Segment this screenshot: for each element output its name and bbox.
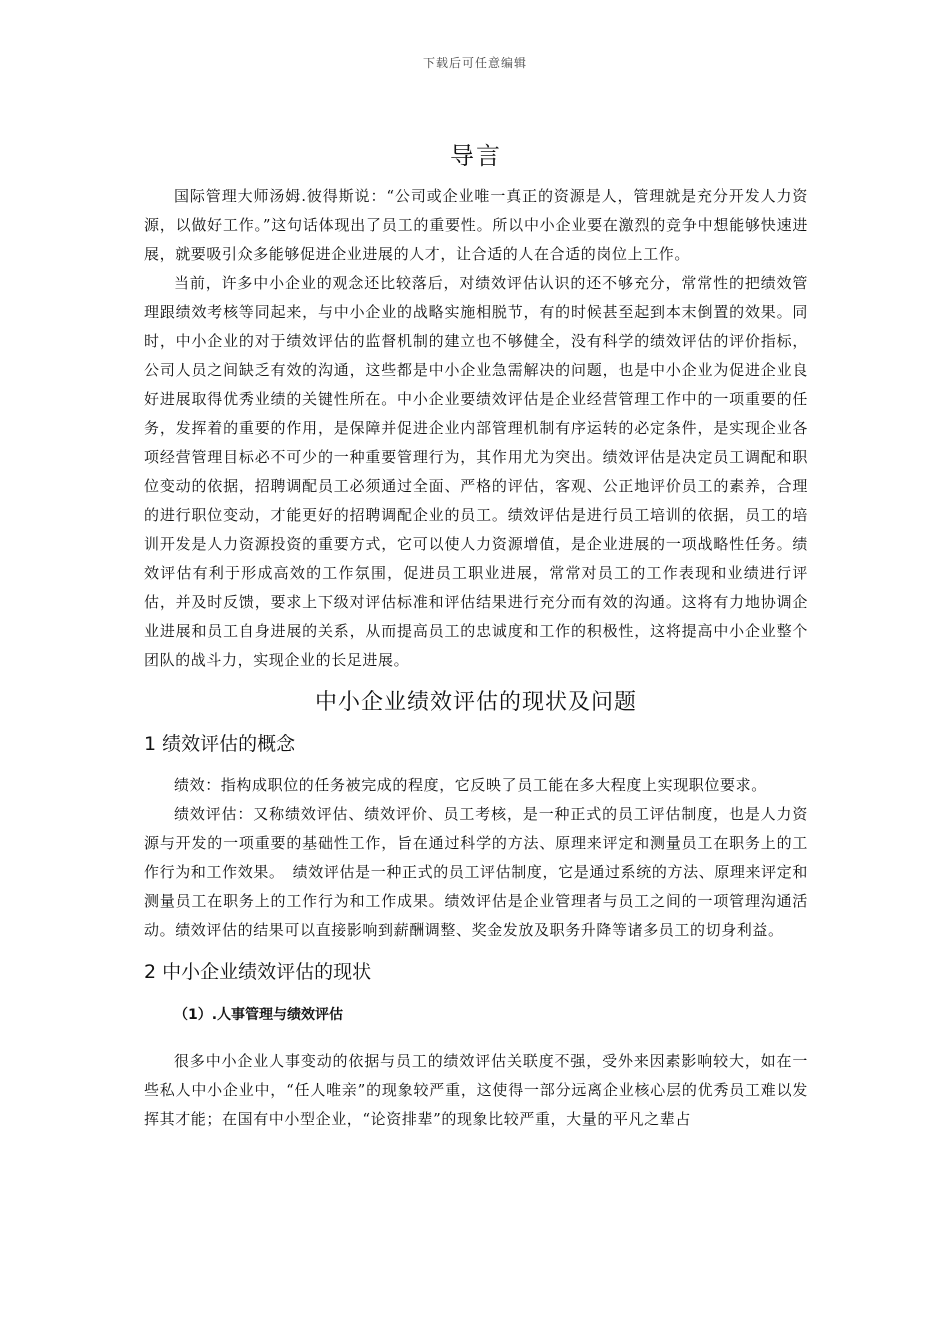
header-note: 下载后可任意编辑 [422,56,527,70]
subsection-1-paragraph-1: 绩效：指构成职位的任务被完成的程度，它反映了员工能在多大程度上实现职位要求。 [174,776,767,794]
intro-paragraph-2: 当前，许多中小企业的观念还比较落后，对绩效评估认识的还不够充分，常常性的把绩效管理跟绩效考核等同起来，与中小企业的战略实施相脱节，有的时候甚至起到本末倒置的效果。同时，中小企业的对于绩效评估的监督机制的建立也不够健全，没有科学的绩效评估的评价指标，公司人员之间缺乏有效的沟通，这些都是中小企业急需解决的问题，也是中小企业为促进企业良好进展取得优秀业绩的关键性所在。中小企业要绩效评估是企业经营管理工作中的一项重要的任务，发挥着的重要的作用，是保障并促进企业内部管理机制有序运转的必定条件，是实现企业各项经营管理目标必不可少的一种重要管理行为，其作用尤为突出。绩效评估是决定员工调配和职位变动的依据，招聘调配员工必须通过全面、严格的评估，客观、公正地评价员工的素养，合理的进行职位变动，才能更好的招聘调配企业的员工。绩效评估是进行员工培训的依据，员工的培训开发是人力资源投资的重要方式，它可以使人力资源增值，是企业进展的一项战略性任务。绩效评估有利于形成高效的工作氛围，促进员工职业进展，常常对员工的工作表现和业绩进行评估，并及时反馈，要求上下级对评估标准和评估结果进行充分而有效的沟通。这将有力地协调企业进展和员工自身进展的关系，从而提高员工的忠诚度和工作的积极性，这将提高中小企业整个团队的战斗力，实现企业的长足进展。 [144,274,808,669]
intro-title: 导言 [450,142,502,170]
subsection-2-heading: 2 中小企业绩效评估的现状 [144,961,372,983]
intro-paragraph-1: 国际管理大师汤姆.彼得斯说：“公司或企业唯一真正的资源是人，管理就是充分开发人力资源，以做好工作。”这句话体现出了员工的重要性。所以中小企业要在激烈的竞争中想能够快速进展，就要吸引众多能够促进企业进展的人才，让合适的人在合适的岗位上工作。 [144,187,808,263]
document-body [144,136,808,1134]
item-1-paragraph: 很多中小企业人事变动的依据与员工的绩效评估关联度不强，受外来因素影响较大，如在一些私人中小企业中，“任人唯亲”的现象较严重，这使得一部分远离企业核心层的优秀员工难以发挥其才能；在国有中小型企业，“论资排辈”的现象比较严重，大量的平凡之辈占 [144,1052,808,1128]
item-1-heading: （1）.人事管理与绩效评估 [174,1007,344,1023]
section-title: 中小企业绩效评估的现状及问题 [314,690,637,715]
subsection-1-heading: 1 绩效评估的概念 [144,733,296,755]
subsection-1-paragraph-2: 绩效评估：又称绩效评估、绩效评价、员工考核，是一种正式的员工评估制度，也是人力资源与开发的一项重要的基础性工作，旨在通过科学的方法、原理来评定和测量员工在职务上的工作行为和工作效果。 绩效评估是一种正式的员工评估制度，它是通过系统的方法、原理来评定和测量员工在职务上的工作行为和工作成果。绩效评估是企业管理者与员工之间的一项管理沟通活动。绩效评估的结果可以直接影响到薪酬调整、奖金发放及职务升降等诸多员工的切身利益。 [144,805,808,939]
